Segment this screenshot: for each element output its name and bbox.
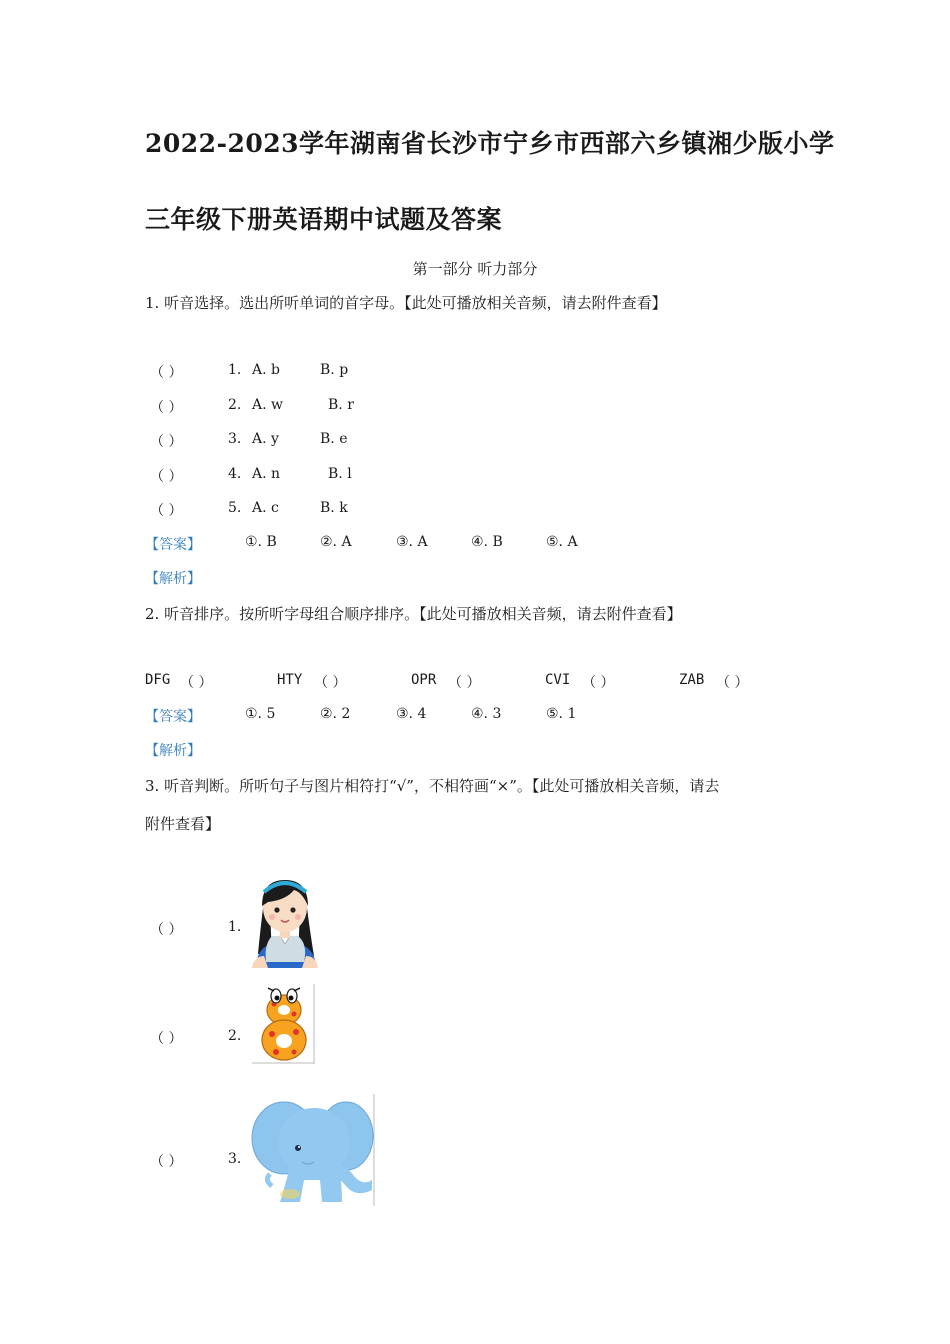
item-number: 1. xyxy=(228,362,242,378)
option-a: A. y xyxy=(252,431,279,447)
answer-label: 【答案】 xyxy=(145,709,201,725)
question-3-text-line-1: 3. 听音判断。所听句子与图片相符打“√”，不相符画“×”。【此处可播放相关音频，请去 xyxy=(145,777,720,795)
option-a: A. w xyxy=(252,397,283,413)
answer-blank[interactable]: （ ） xyxy=(150,365,183,381)
number-eight-picture xyxy=(252,984,316,1064)
answer-value: ②. A xyxy=(320,534,352,550)
answer-blank[interactable]: （ ） xyxy=(150,503,183,519)
letter-group: DFG xyxy=(145,672,171,688)
answer-blank[interactable]: （ ） xyxy=(150,434,183,450)
answer-value: ⑤. 1 xyxy=(546,706,577,722)
analysis-label: 【解析】 xyxy=(145,571,201,587)
option-b: B. l xyxy=(328,466,352,482)
answer-blank[interactable]: （ ） xyxy=(716,675,749,691)
answer-blank[interactable]: （ ） xyxy=(150,1031,183,1047)
answer-blank[interactable]: （ ） xyxy=(150,469,183,485)
answer-blank[interactable]: （ ） xyxy=(150,922,183,938)
option-b: B. p xyxy=(320,362,349,378)
answer-blank[interactable]: （ ） xyxy=(150,1154,183,1170)
elephant-picture xyxy=(250,1094,378,1206)
item-number: 5. xyxy=(228,500,242,516)
item-number: 3. xyxy=(228,431,242,447)
option-b: B. e xyxy=(320,431,348,447)
letter-group: ZAB xyxy=(679,672,705,688)
item-number: 1. xyxy=(228,919,242,935)
answer-value: ④. B xyxy=(471,534,503,550)
letter-group: HTY xyxy=(277,672,303,688)
option-b: B. r xyxy=(328,397,354,413)
answer-blank[interactable]: （ ） xyxy=(180,675,213,691)
option-b: B. k xyxy=(320,500,348,516)
answer-blank[interactable]: （ ） xyxy=(150,400,183,416)
question-1-text: 1. 听音选择。选出所听单词的首字母。【此处可播放相关音频，请去附件查看】 xyxy=(145,294,667,312)
answer-value: ①. 5 xyxy=(245,706,276,722)
item-number: 3. xyxy=(228,1151,242,1167)
item-number: 2. xyxy=(228,397,242,413)
question-2-text: 2. 听音排序。按所听字母组合顺序排序。【此处可播放相关音频，请去附件查看】 xyxy=(145,605,682,623)
analysis-label: 【解析】 xyxy=(145,743,201,759)
document-title-line-1: 2022-2023学年湖南省长沙市宁乡市西部六乡镇湘少版小学 xyxy=(145,129,835,158)
option-a: A. c xyxy=(252,500,279,516)
option-a: A. b xyxy=(252,362,280,378)
answer-label: 【答案】 xyxy=(145,537,201,553)
letter-group: CVI xyxy=(545,672,571,688)
section-heading: 第一部分 听力部分 xyxy=(412,260,538,278)
answer-value: ⑤. A xyxy=(546,534,578,550)
answer-blank[interactable]: （ ） xyxy=(448,675,481,691)
answer-value: ③. 4 xyxy=(396,706,427,722)
answer-value: ②. 2 xyxy=(320,706,351,722)
option-a: A. n xyxy=(252,466,281,482)
question-3-text-line-2: 附件查看】 xyxy=(145,815,221,833)
item-number: 2. xyxy=(228,1028,242,1044)
item-number: 4. xyxy=(228,466,242,482)
answer-value: ①. B xyxy=(245,534,277,550)
document-title-line-2: 三年级下册英语期中试题及答案 xyxy=(145,205,503,234)
girl-picture xyxy=(250,872,320,968)
letter-group: OPR xyxy=(411,672,437,688)
answer-blank[interactable]: （ ） xyxy=(314,675,347,691)
answer-blank[interactable]: （ ） xyxy=(582,675,615,691)
answer-value: ④. 3 xyxy=(471,706,502,722)
answer-value: ③. A xyxy=(396,534,428,550)
